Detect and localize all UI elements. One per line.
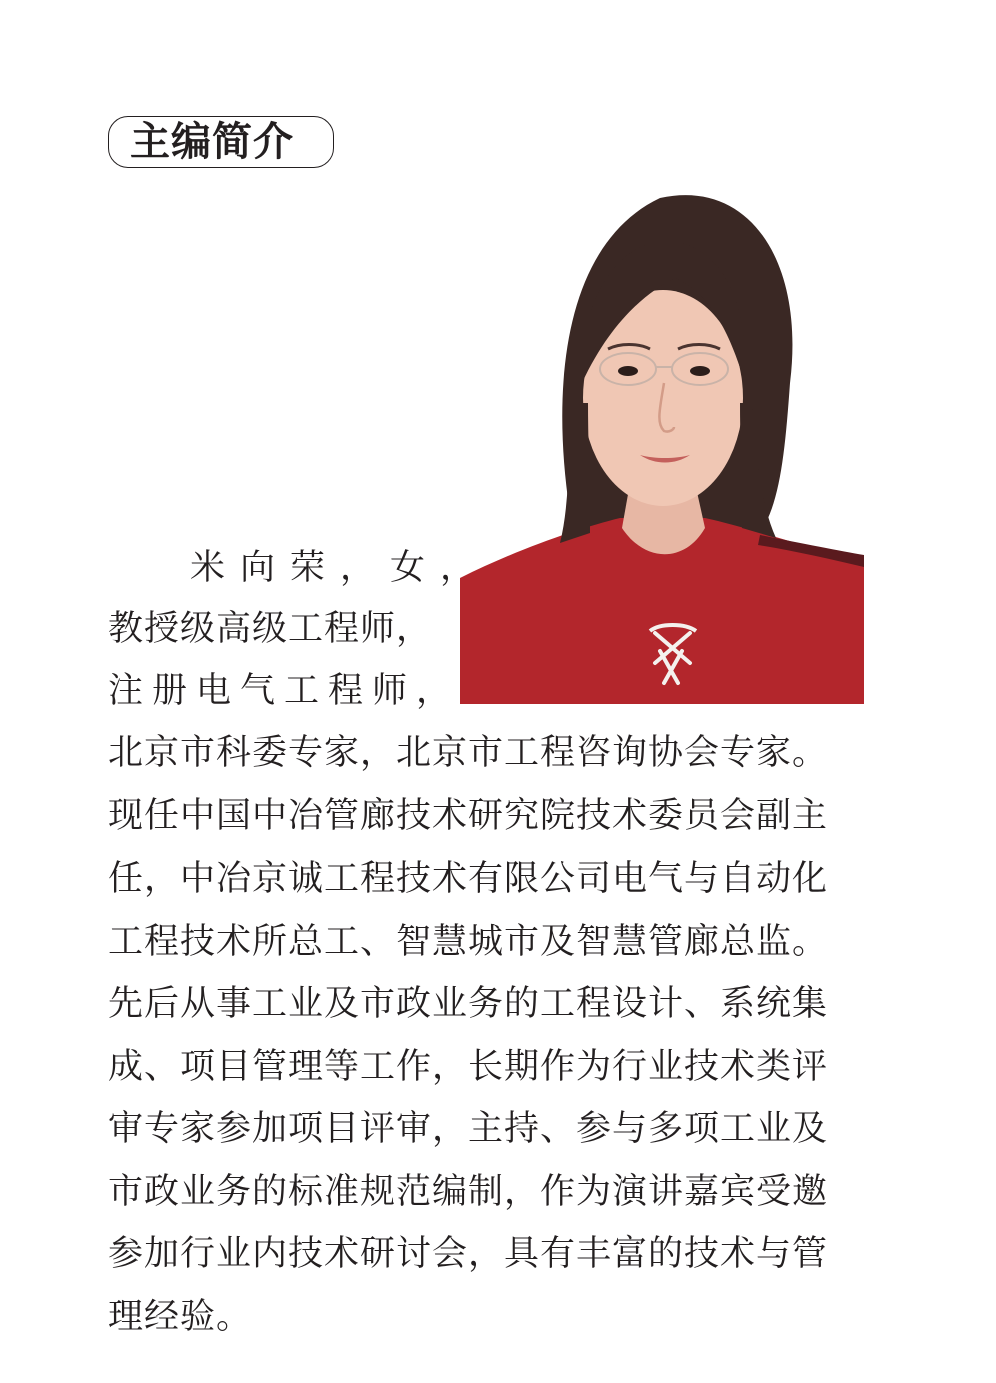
body-line-7: 审专家参加项目评审，主持、参与多项工业及 bbox=[108, 1109, 829, 1149]
intro-line-2: 教授级高级工程师， bbox=[108, 609, 433, 649]
body-line-1: 北京市科委专家，北京市工程咨询协会专家。 bbox=[108, 733, 829, 773]
section-heading: 主编简介 bbox=[130, 118, 294, 165]
body-line-3: 任，中冶京诚工程技术有限公司电气与自动化 bbox=[108, 859, 829, 899]
intro-line-1: 米向荣，女， bbox=[190, 548, 491, 588]
author-photo bbox=[460, 183, 864, 704]
body-line-2: 现任中国中冶管廊技术研究院技术委员会副主 bbox=[108, 796, 829, 836]
intro-line-3: 注册电气工程师， bbox=[108, 671, 461, 711]
portrait-photo-icon bbox=[460, 183, 864, 704]
body-line-10: 理经验。 bbox=[108, 1297, 253, 1337]
body-line-9: 参加行业内技术研讨会，具有丰富的技术与管 bbox=[108, 1234, 829, 1274]
body-line-4: 工程技术所总工、智慧城市及智慧管廊总监。 bbox=[108, 922, 829, 962]
body-line-8: 市政业务的标准规范编制，作为演讲嘉宾受邀 bbox=[108, 1172, 829, 1212]
body-line-5: 先后从事工业及市政业务的工程设计、系统集 bbox=[108, 984, 829, 1024]
body-line-6: 成、项目管理等工作，长期作为行业技术类评 bbox=[108, 1047, 829, 1087]
